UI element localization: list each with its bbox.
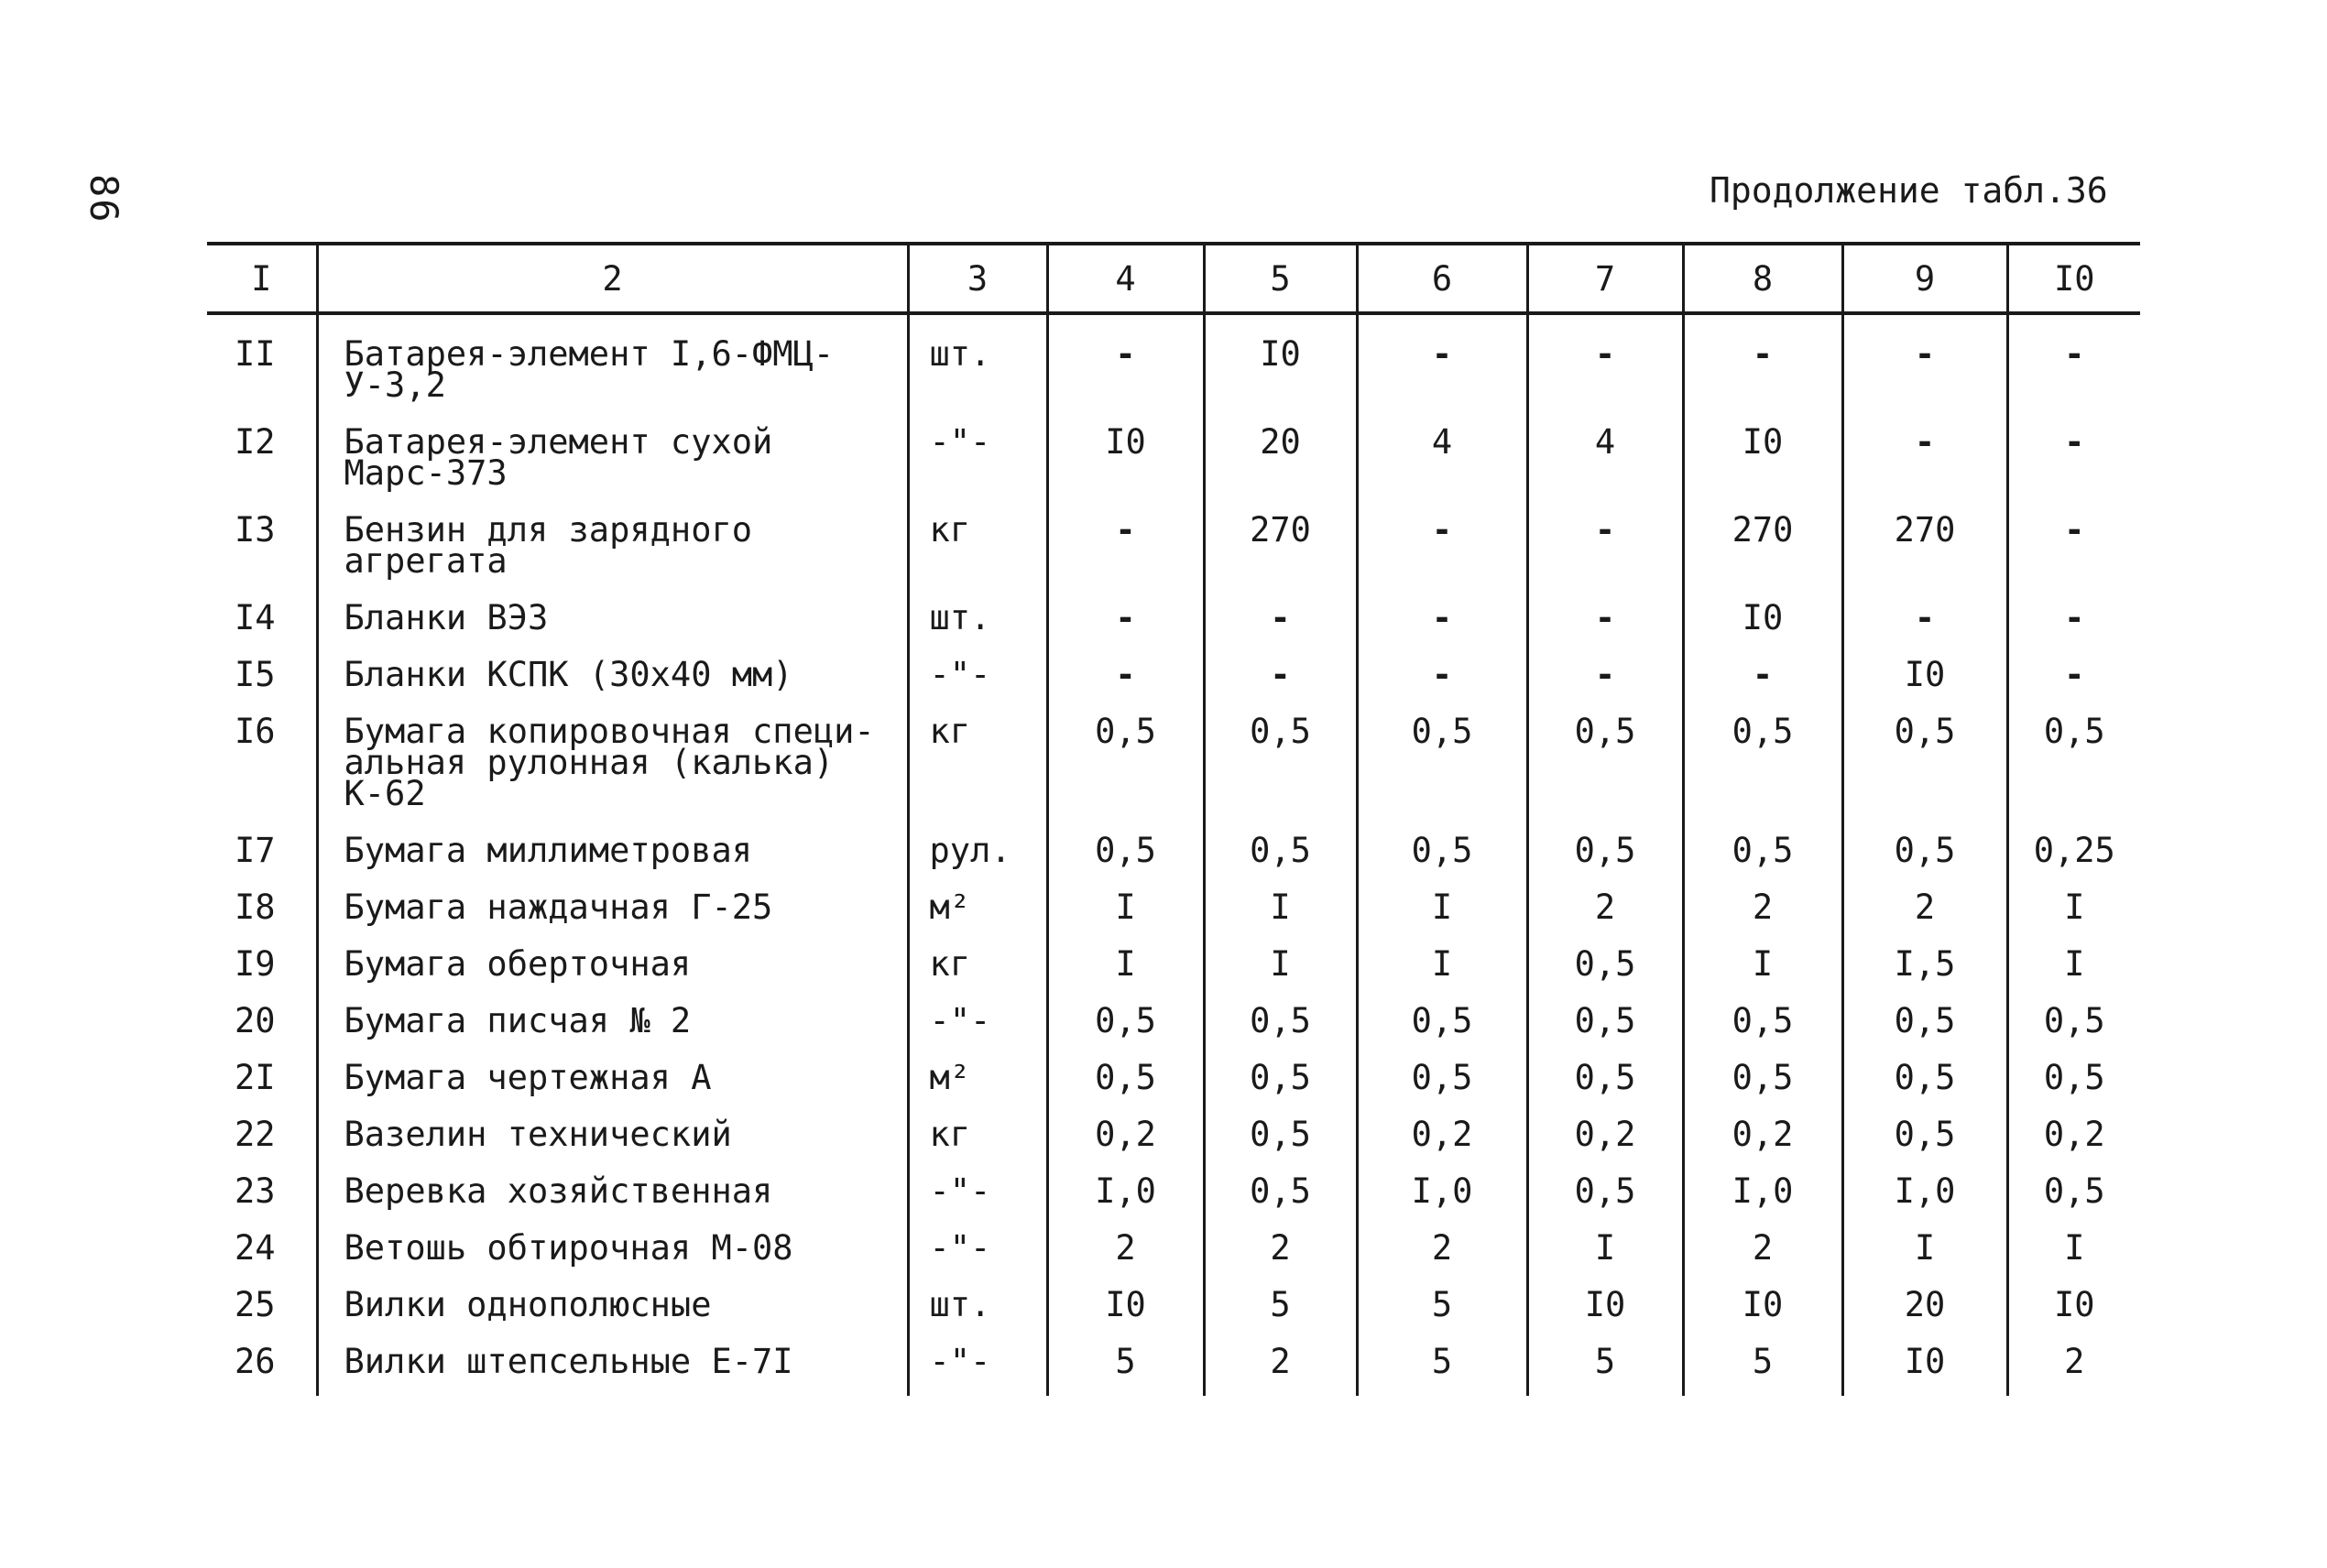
quantity-cell: 2 — [1527, 879, 1683, 936]
column-header: I0 — [2007, 244, 2140, 313]
quantity-cell: 0,5 — [1842, 822, 2007, 879]
quantity-cell: 0,5 — [1842, 1050, 2007, 1106]
quantity-cell: - — [1357, 502, 1527, 590]
quantity-cell: 0,5 — [1204, 1050, 1357, 1106]
quantity-cell: - — [1683, 647, 1842, 703]
quantity-cell: I,0 — [1683, 1163, 1842, 1220]
quantity-cell: 5 — [1047, 1334, 1204, 1390]
quantity-cell: 2 — [1357, 1220, 1527, 1277]
page-number: 86 — [82, 174, 126, 224]
quantity-cell: I — [1357, 936, 1527, 993]
quantity-cell: 5 — [1527, 1334, 1683, 1390]
quantity-cell: - — [1047, 590, 1204, 647]
quantity-cell: 0,5 — [1842, 993, 2007, 1050]
quantity-cell: 0,2 — [2007, 1106, 2140, 1163]
quantity-cell: 0,5 — [1204, 993, 1357, 1050]
column-header: I — [251, 258, 272, 299]
quantity-cell: 0,5 — [1527, 936, 1683, 993]
item-name: Бланки КСПК (30х40 мм) — [317, 647, 908, 703]
quantity-cell: 0,5 — [1842, 703, 2007, 822]
table-continuation-caption: Продолжение табл.36 — [1710, 170, 2108, 211]
spacer-cell — [1204, 1390, 1357, 1396]
quantity-cell: 0,5 — [1527, 703, 1683, 822]
quantity-cell: - — [2007, 647, 2140, 703]
spacer-cell — [1357, 1390, 1527, 1396]
quantity-cell: 0,5 — [2007, 1050, 2140, 1106]
quantity-cell: 0,5 — [1683, 703, 1842, 822]
quantity-cell: - — [1204, 590, 1357, 647]
quantity-cell: - — [2007, 313, 2140, 414]
quantity-cell: 0,5 — [1527, 822, 1683, 879]
quantity-cell: I — [1683, 936, 1842, 993]
quantity-cell: I — [1527, 1220, 1683, 1277]
quantity-cell: I — [2007, 936, 2140, 993]
quantity-cell: 0,5 — [1357, 993, 1527, 1050]
row-number: 26 — [234, 1342, 276, 1381]
quantity-cell: I0 — [2007, 1277, 2140, 1334]
quantity-cell: 0,5 — [1047, 822, 1204, 879]
quantity-cell: I — [2007, 1220, 2140, 1277]
unit-of-measure: -"- — [908, 1163, 1047, 1220]
table-row — [207, 647, 2140, 703]
quantity-cell: 0,2 — [1683, 1106, 1842, 1163]
quantity-cell: 0,5 — [1204, 1163, 1357, 1220]
row-number: 24 — [234, 1228, 276, 1268]
spacer-cell — [207, 1390, 317, 1396]
item-name: Бумага наждачная Г-25 — [317, 879, 908, 936]
quantity-cell: I,5 — [1842, 936, 2007, 993]
quantity-cell: 0,5 — [2007, 993, 2140, 1050]
quantity-cell: I0 — [1842, 647, 2007, 703]
unit-of-measure: кг — [908, 936, 1047, 993]
item-name: Батарея-элемент сухой Марс-373 — [317, 414, 908, 502]
quantity-cell: 5 — [1683, 1334, 1842, 1390]
quantity-cell: 20 — [1842, 1277, 2007, 1334]
row-number: I2 — [234, 422, 276, 462]
item-name: Вилки штепсельные Е-7I — [317, 1334, 908, 1390]
unit-of-measure: м² — [908, 1050, 1047, 1106]
row-number: 22 — [234, 1115, 276, 1154]
quantity-cell: 0,5 — [1527, 993, 1683, 1050]
spacer-cell — [1683, 1390, 1842, 1396]
quantity-cell: I0 — [1683, 1277, 1842, 1334]
unit-of-measure: -"- — [908, 647, 1047, 703]
quantity-cell: 2 — [1047, 1220, 1204, 1277]
item-name: Бумага копировочная специ- альная рулонная (калька) К-62 — [317, 703, 908, 822]
quantity-cell: 0,5 — [1047, 703, 1204, 822]
item-name: Бумага миллиметровая — [317, 822, 908, 879]
quantity-cell: I — [1357, 879, 1527, 936]
quantity-cell: 2 — [1683, 1220, 1842, 1277]
quantity-cell: - — [2007, 590, 2140, 647]
row-number: I5 — [234, 655, 276, 694]
table-row — [207, 993, 2140, 1050]
quantity-cell: - — [1527, 647, 1683, 703]
quantity-cell: I0 — [1527, 1277, 1683, 1334]
quantity-cell: 0,5 — [1357, 703, 1527, 822]
quantity-cell: 0,5 — [1204, 822, 1357, 879]
row-number: I4 — [234, 598, 276, 637]
quantity-cell: - — [1842, 313, 2007, 414]
quantity-cell: - — [1357, 313, 1527, 414]
quantity-cell: I — [1047, 936, 1204, 993]
quantity-cell: 270 — [1683, 502, 1842, 590]
column-header: 2 — [317, 244, 908, 313]
row-number: II — [234, 334, 276, 374]
quantity-cell: 0,2 — [1357, 1106, 1527, 1163]
quantity-cell: - — [1047, 502, 1204, 590]
row-number: 23 — [234, 1171, 276, 1211]
quantity-cell: - — [1357, 590, 1527, 647]
item-name: Бумага чертежная А — [317, 1050, 908, 1106]
item-name: Бумага писчая № 2 — [317, 993, 908, 1050]
unit-of-measure: -"- — [908, 1334, 1047, 1390]
spacer-cell — [908, 1390, 1047, 1396]
unit-of-measure: м² — [908, 879, 1047, 936]
quantity-cell: 0,5 — [1842, 1106, 2007, 1163]
item-name: Бензин для зарядного агрегата — [317, 502, 908, 590]
item-name: Бумага оберточная — [317, 936, 908, 993]
quantity-cell: I — [1842, 1220, 2007, 1277]
quantity-cell: 270 — [1204, 502, 1357, 590]
table-bottom-spacer — [207, 1390, 2140, 1396]
spacer-cell — [1842, 1390, 2007, 1396]
quantity-cell: 0,5 — [1527, 1163, 1683, 1220]
table-row — [207, 502, 2140, 590]
quantity-cell: - — [1047, 313, 1204, 414]
column-header: 9 — [1842, 244, 2007, 313]
quantity-cell: 0,5 — [1204, 1106, 1357, 1163]
quantity-cell: I — [1204, 936, 1357, 993]
column-header: 7 — [1527, 244, 1683, 313]
unit-of-measure: -"- — [908, 1220, 1047, 1277]
spacer-cell — [2007, 1390, 2140, 1396]
spacer-cell — [317, 1390, 908, 1396]
quantity-cell: I0 — [1047, 414, 1204, 502]
table-body — [207, 313, 2140, 1396]
row-number: I6 — [234, 712, 276, 751]
quantity-cell: 0,5 — [1527, 1050, 1683, 1106]
item-name: Батарея-элемент I,6-ФМЦ-У-3,2 — [317, 313, 908, 414]
quantity-cell: 0,5 — [1683, 993, 1842, 1050]
unit-of-measure: шт. — [908, 590, 1047, 647]
spacer-cell — [1047, 1390, 1204, 1396]
table-row — [207, 1050, 2140, 1106]
row-number: I8 — [234, 887, 276, 927]
quantity-cell: - — [1527, 590, 1683, 647]
quantity-cell: 0,2 — [1047, 1106, 1204, 1163]
column-header: 3 — [908, 244, 1047, 313]
quantity-cell: I0 — [1842, 1334, 2007, 1390]
quantity-cell: I0 — [1204, 313, 1357, 414]
table-header-row — [207, 244, 2140, 313]
table-row — [207, 1220, 2140, 1277]
item-name: Бланки ВЭЗ — [317, 590, 908, 647]
quantity-cell: 2 — [1842, 879, 2007, 936]
quantity-cell: - — [1683, 313, 1842, 414]
quantity-cell: I,0 — [1047, 1163, 1204, 1220]
item-name: Вазелин технический — [317, 1106, 908, 1163]
quantity-cell: 0,5 — [1683, 1050, 1842, 1106]
row-number: I3 — [234, 510, 276, 550]
quantity-cell: 4 — [1527, 414, 1683, 502]
quantity-cell: 5 — [1357, 1277, 1527, 1334]
quantity-cell: - — [1842, 414, 2007, 502]
quantity-cell: I — [1204, 879, 1357, 936]
unit-of-measure: -"- — [908, 414, 1047, 502]
unit-of-measure: шт. — [908, 313, 1047, 414]
table-row — [207, 936, 2140, 993]
table-row — [207, 313, 2140, 414]
quantity-cell: 0,5 — [2007, 703, 2140, 822]
table-row — [207, 590, 2140, 647]
column-header: 5 — [1204, 244, 1357, 313]
quantity-cell: I0 — [1683, 590, 1842, 647]
quantity-cell: 0,5 — [1047, 993, 1204, 1050]
unit-of-measure: шт. — [908, 1277, 1047, 1334]
row-number: 20 — [234, 1001, 276, 1040]
quantity-cell: 20 — [1204, 414, 1357, 502]
quantity-cell: 2 — [1204, 1220, 1357, 1277]
column-header: 8 — [1683, 244, 1842, 313]
unit-of-measure: -"- — [908, 993, 1047, 1050]
quantity-cell: - — [2007, 414, 2140, 502]
row-number: 2I — [234, 1058, 276, 1097]
quantity-cell: 5 — [1204, 1277, 1357, 1334]
quantity-cell: 0,5 — [1683, 822, 1842, 879]
quantity-cell: - — [1204, 647, 1357, 703]
quantity-cell: 2 — [2007, 1334, 2140, 1390]
quantity-cell: 0,5 — [1204, 703, 1357, 822]
quantity-cell: - — [1357, 647, 1527, 703]
quantity-cell: 0,25 — [2007, 822, 2140, 879]
quantity-cell: - — [1047, 647, 1204, 703]
table-row — [207, 822, 2140, 879]
unit-of-measure: рул. — [908, 822, 1047, 879]
quantity-cell: 4 — [1357, 414, 1527, 502]
row-number: I7 — [234, 831, 276, 870]
quantity-cell: 0,5 — [1357, 822, 1527, 879]
quantity-cell: - — [1842, 590, 2007, 647]
quantity-cell: I — [1047, 879, 1204, 936]
quantity-cell: I,0 — [1842, 1163, 2007, 1220]
quantity-cell: 2 — [1683, 879, 1842, 936]
table-row — [207, 703, 2140, 822]
quantity-cell: - — [1527, 313, 1683, 414]
quantity-cell: - — [1527, 502, 1683, 590]
quantity-cell: 0,5 — [2007, 1163, 2140, 1220]
unit-of-measure: кг — [908, 703, 1047, 822]
table-row — [207, 1163, 2140, 1220]
quantity-cell: 0,2 — [1527, 1106, 1683, 1163]
quantity-cell: 270 — [1842, 502, 2007, 590]
quantity-cell: I0 — [1047, 1277, 1204, 1334]
item-name: Вилки однополюсные — [317, 1277, 908, 1334]
quantity-cell: I,0 — [1357, 1163, 1527, 1220]
spacer-cell — [1527, 1390, 1683, 1396]
table-row — [207, 1277, 2140, 1334]
quantity-cell: 0,5 — [1047, 1050, 1204, 1106]
table-row — [207, 1106, 2140, 1163]
materials-table — [207, 242, 2140, 1396]
quantity-cell: 2 — [1204, 1334, 1357, 1390]
row-number: I9 — [234, 944, 276, 984]
quantity-cell: I — [2007, 879, 2140, 936]
table-row — [207, 879, 2140, 936]
column-header: 6 — [1357, 244, 1527, 313]
quantity-cell: I0 — [1683, 414, 1842, 502]
item-name: Ветошь обтирочная М-08 — [317, 1220, 908, 1277]
table-row — [207, 414, 2140, 502]
item-name: Веревка хозяйственная — [317, 1163, 908, 1220]
unit-of-measure: кг — [908, 1106, 1047, 1163]
column-header: 4 — [1047, 244, 1204, 313]
quantity-cell: - — [2007, 502, 2140, 590]
quantity-cell: 0,5 — [1357, 1050, 1527, 1106]
unit-of-measure: кг — [908, 502, 1047, 590]
quantity-cell: 5 — [1357, 1334, 1527, 1390]
table-row — [207, 1334, 2140, 1390]
row-number: 25 — [234, 1285, 276, 1324]
